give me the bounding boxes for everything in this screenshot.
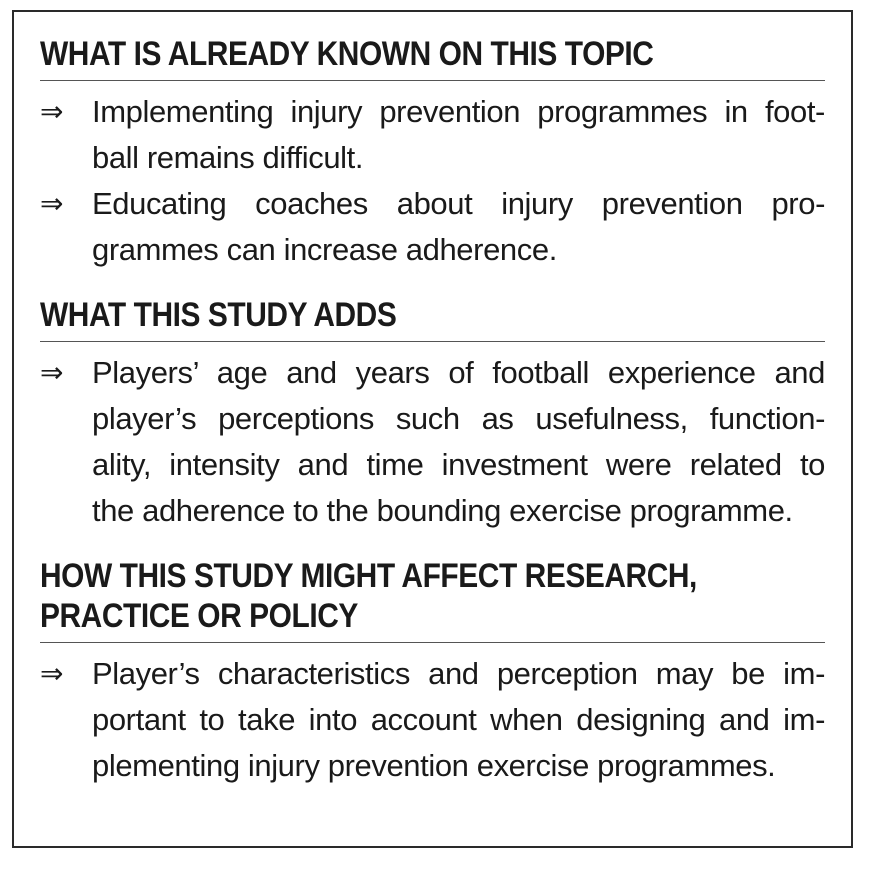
heading-line: PRACTICE OR POLICY bbox=[40, 597, 358, 635]
list-item bbox=[40, 651, 825, 789]
text-line: ball remains difficult. bbox=[92, 140, 364, 175]
double-arrow-icon: ⇒ bbox=[40, 187, 64, 220]
text-line: ality, intensity and time investment were related to bbox=[92, 447, 825, 482]
text-line: Educating coaches about injury prevention pro- bbox=[92, 186, 825, 221]
section-already-known bbox=[40, 34, 825, 273]
bullet-text bbox=[92, 89, 825, 181]
bullet-text bbox=[92, 350, 825, 534]
text-line: grammes can increase adherence. bbox=[92, 232, 557, 267]
section-study-adds bbox=[40, 295, 825, 534]
divider bbox=[40, 80, 825, 81]
bullet-text bbox=[92, 651, 825, 789]
double-arrow-icon: ⇒ bbox=[40, 657, 64, 690]
section-heading: WHAT THIS STUDY ADDS bbox=[40, 296, 397, 334]
double-arrow-icon: ⇒ bbox=[40, 356, 64, 389]
double-arrow-icon: ⇒ bbox=[40, 95, 64, 128]
divider bbox=[40, 642, 825, 643]
text-line: Players’ age and years of football experience and bbox=[92, 355, 825, 390]
bullet-text bbox=[92, 181, 825, 273]
divider bbox=[40, 341, 825, 342]
summary-box bbox=[12, 10, 853, 848]
text-line: player’s perceptions such as usefulness, function- bbox=[92, 401, 825, 436]
heading-line: HOW THIS STUDY MIGHT AFFECT RESEARCH, bbox=[40, 557, 697, 595]
list-item bbox=[40, 89, 825, 181]
list-item bbox=[40, 350, 825, 534]
text-line: Player’s characteristics and perception may be im- bbox=[92, 656, 825, 691]
text-line: the adherence to the bounding exercise programme. bbox=[92, 493, 793, 528]
text-line: plementing injury prevention exercise programmes. bbox=[92, 748, 776, 783]
section-heading bbox=[40, 556, 731, 642]
section-heading: WHAT IS ALREADY KNOWN ON THIS TOPIC bbox=[40, 35, 654, 73]
text-line: Implementing injury prevention programmes in foot- bbox=[92, 94, 825, 129]
section-affect-research bbox=[40, 556, 825, 789]
text-line: portant to take into account when designing and im- bbox=[92, 702, 825, 737]
list-item bbox=[40, 181, 825, 273]
